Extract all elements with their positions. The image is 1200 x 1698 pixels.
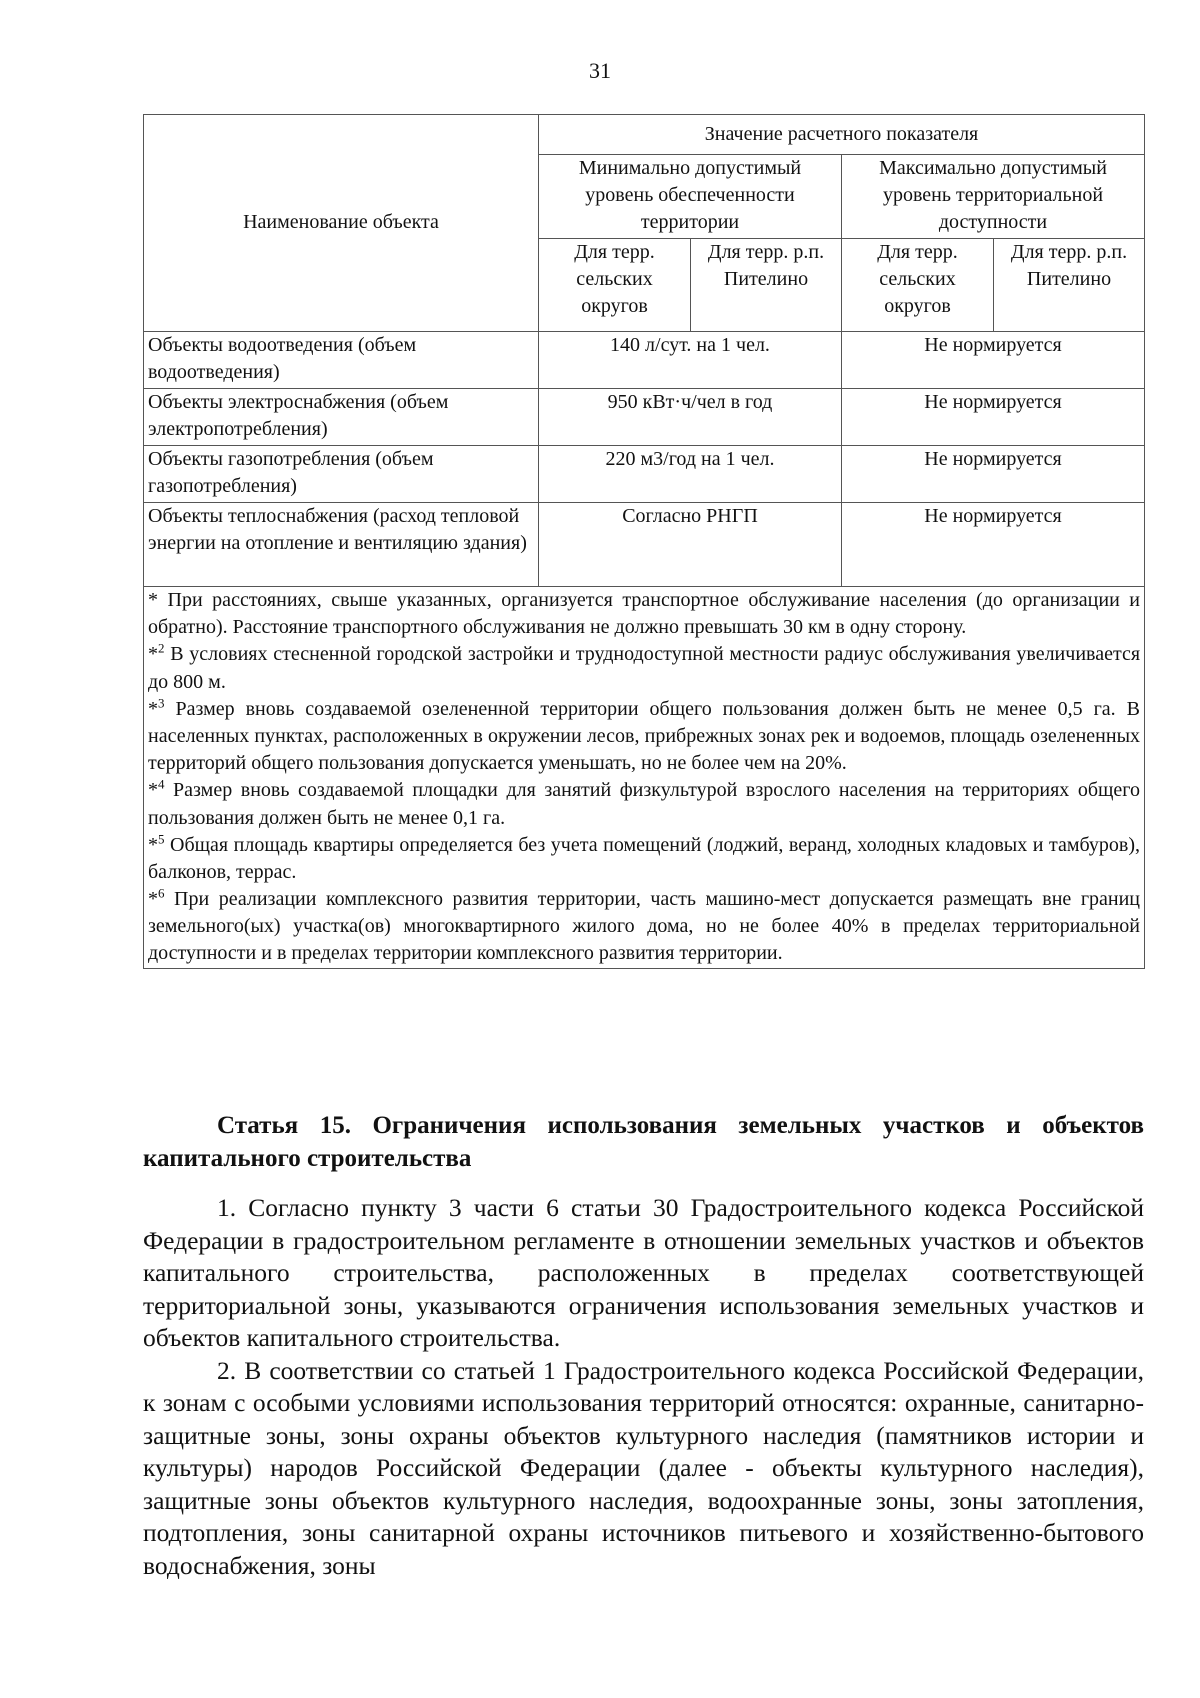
article-paragraph: 2. В соответствии со статьей 1 Градостроительного кодекса Российской Федерации, к зонам с особыми условиями использования территорий относятся: охранные, санитарно-защитные зоны, зоны охраны объектов культурного наследия (памятников истории и культуры) народов Российской Федерации (далее - объекты культурного наследия), защитные зоны объектов культурного наследия, водоохранные зоны, зоны затопления, подтопления, зоны санитарной охраны источников питьевого и хозяйственно-бытового водоснабжения, зоны — [143, 1355, 1144, 1580]
page-number: 31 — [589, 58, 611, 83]
table-row — [144, 446, 1145, 503]
norms-table — [143, 114, 1145, 969]
max-value: Не нормируется — [842, 332, 1145, 389]
subheader-rural-max: Для терр. сельских округов — [842, 239, 994, 332]
min-value: 140 л/сут. на 1 чел. — [539, 332, 842, 389]
header-max: Максимально допустимый уровень территориальной доступности — [842, 155, 1145, 239]
article-heading: Статья 15. Ограничения использования земельных участков и объектов капитального строительства — [143, 1112, 1144, 1172]
header-object: Наименование объекта — [144, 115, 539, 332]
footnote: *$^6$ При реализации комплексного развития территории, часть машино-мест допускается размещать вне границ земельного(ых) участка(ов) многоквартирного жилого дома, но не более 40% в пределах территориальной доступности и в пределах территории комплексного развития территории. — [148, 885, 1141, 965]
footnote: *$^5$ Общая площадь квартиры определяется без учета помещений (лоджий, веранд, холодных кладовых и тамбуров), балконов, террас. — [148, 831, 1141, 883]
max-value: Не нормируется — [842, 446, 1145, 503]
footnote: *$^4$ Размер вновь создаваемой площадки для занятий физкультурой взрослого населения на территориях общего пользования должен быть не менее 0,1 га. — [148, 776, 1141, 829]
min-value: Согласно РНГП — [539, 503, 842, 587]
max-value: Не нормируется — [842, 389, 1145, 446]
table-row — [144, 503, 1145, 587]
object-name: Объекты водоотведения (объем водоотведения) — [144, 332, 539, 389]
footnote: *$^2$ В условиях стесненной городской застройки и труднодоступной местности радиус обслуживания увеличивается до 800 м. — [148, 640, 1141, 693]
min-value: 950 кВт·ч/чел в год — [539, 389, 842, 446]
subheader-town-min: Для терр. р.п. Пителино — [691, 239, 842, 332]
object-name: Объекты теплоснабжения (расход тепловой энергии на отопление и вентиляцию здания) — [144, 503, 539, 587]
subheader-rural-min: Для терр. сельских округов — [539, 239, 691, 332]
min-value: 220 м3/год на 1 чел. — [539, 446, 842, 503]
object-name: Объекты электроснабжения (объем электропотребления) — [144, 389, 539, 446]
table-footnotes — [144, 587, 1145, 969]
subheader-town-max: Для терр. р.п. Пителино — [994, 239, 1145, 332]
article-body — [143, 1192, 1144, 1582]
table-row — [144, 389, 1145, 446]
header-min: Минимально допустимый уровень обеспеченности территории — [539, 155, 842, 239]
object-name: Объекты газопотребления (объем газопотребления) — [144, 446, 539, 503]
footnote: * При расстояниях, свыше указанных, организуется транспортное обслуживание населения (до организации и обратно). Расстояние транспортного обслуживания не должно превышать 30 км в одну сторону. — [148, 589, 1141, 639]
table-row — [144, 332, 1145, 389]
article-paragraph: 1. Согласно пункту 3 части 6 статьи 30 Градостроительного кодекса Российской Федерации в градостроительном регламенте в отношении земельных участков и объектов капитального строительства, расположенных в пределах соответствующей территориальной зоны, указываются ограничения использования земельных участков и объектов капитального строительства. — [143, 1193, 1144, 1352]
max-value: Не нормируется — [842, 503, 1145, 587]
footnote: *$^3$ Размер вновь создаваемой озелененной территории общего пользования должен быть не менее 0,5 га. В населенных пунктах, расположенных в окружении лесов, прибрежных зонах рек и водоемов, площадь озелененных территорий общего пользования допускается уменьшать, но не более чем на 20%. — [148, 695, 1141, 775]
header-value: Значение расчетного показателя — [539, 115, 1145, 155]
